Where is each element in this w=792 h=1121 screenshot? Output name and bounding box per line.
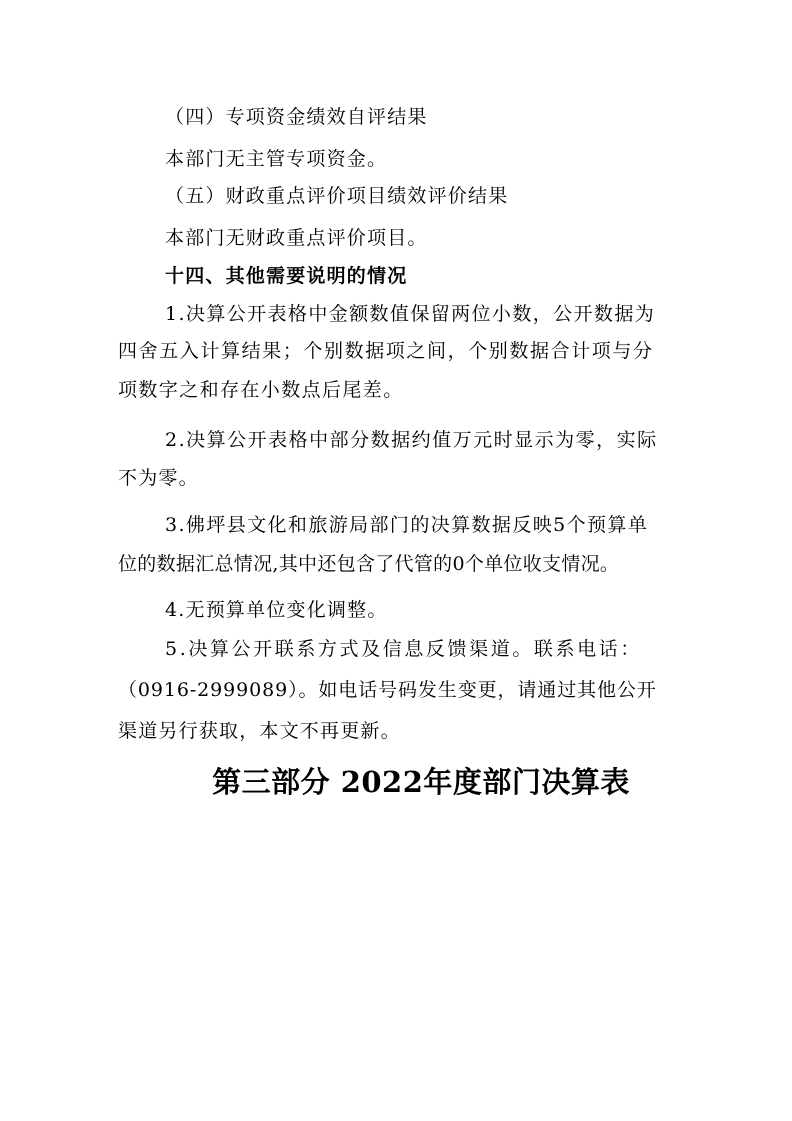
item5-line3: 渠道另行获取，本文不再更新。 (118, 720, 401, 742)
item2-line1: 2.决算公开表格中部分数据约值万元时显示为零，实际 (165, 429, 658, 451)
item4-line1: 4.无预算单位变化调整。 (165, 599, 388, 621)
item5-line1: 5.决算公开联系方式及信息反馈渠道。联系电话： (165, 638, 642, 660)
item1-line2: 四舍五入计算结果；个别数据项之间，个别数据合计项与分 (118, 340, 654, 362)
section4-body: 本部门无主管专项资金。 (165, 148, 388, 170)
item3-line2: 位的数据汇总情况,其中还包含了代管的0个单位收支情况。 (118, 553, 620, 575)
section5-heading: （五）财政重点评价项目绩效评价结果 (165, 185, 509, 207)
part3-title: 第三部分 2022年度部门决算表 (212, 765, 630, 799)
item2-line2: 不为零。 (118, 467, 199, 489)
section4-heading: （四）专项资金绩效自评结果 (165, 106, 428, 128)
item1-line3: 项数字之和存在小数点后尾差。 (118, 379, 404, 401)
section5-body: 本部门无财政重点评价项目。 (165, 227, 428, 249)
heading-14-other-notes: 十四、其他需要说明的情况 (165, 265, 408, 287)
item5-line2: （0916-2999089）。如电话号码发生变更，请通过其他公开 (118, 679, 657, 701)
item3-line1: 3.佛坪县文化和旅游局部门的决算数据反映5个预算单 (165, 514, 649, 536)
item1-line1: 1.决算公开表格中金额数值保留两位小数，公开数据为 (165, 303, 656, 325)
